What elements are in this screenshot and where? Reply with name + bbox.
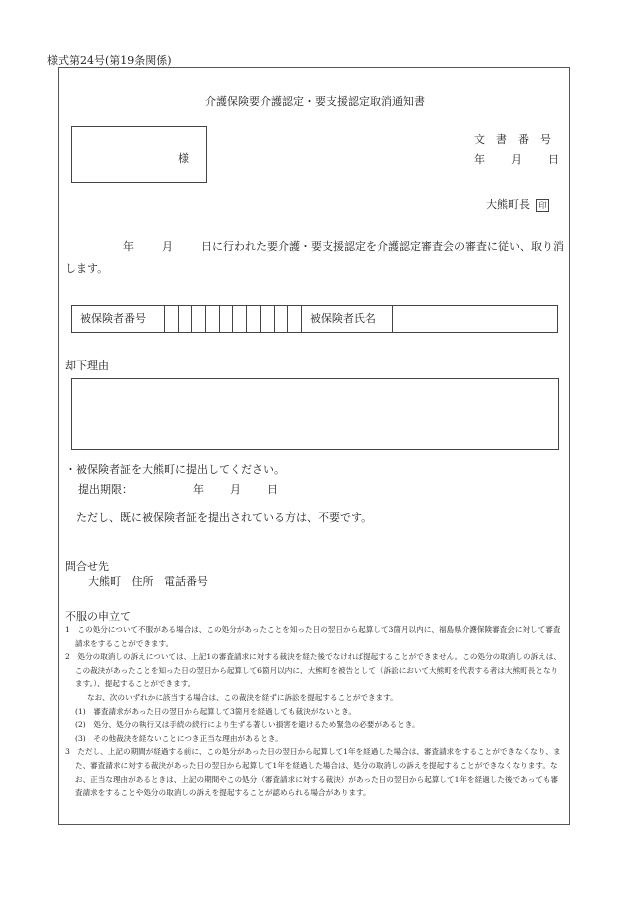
body-text <box>65 236 565 280</box>
insured-number-cell[interactable] <box>206 306 220 332</box>
body-sentence: 日に行われた要介護・要支援認定を介護認定審査会の審査に従い、取り消します。 <box>65 240 564 275</box>
insured-number-cell[interactable] <box>165 306 179 332</box>
appeal-item-3: 3 ただし、上記の期間が経過する前に、この処分があった日の翌日から起算して1年を経過した場合は、審査請求をすることができなくなり、また、審査請求に対する裁決があった日の翌日から起算して1年を経過した場合は、処分の取消しの訴えを提起することができなくなります。なお、正当な理由があるときは、上記の期間やこの処分（審査請求に対する裁決）があった日の翌日から起算して1年を経過した後であっても審査請求をすることや処分の取消しの訴えを提起することが認められる場合があります。 <box>65 747 561 798</box>
insured-number-cell[interactable] <box>233 306 247 332</box>
appeal-sub-2: (2) 処分、処分の執行又は手続の続行により生ずる著しい損害を避けるため緊急の必要があるとき。 <box>75 720 420 730</box>
insured-table <box>71 305 558 333</box>
body-month: 月 <box>162 240 173 253</box>
insured-name-cell[interactable] <box>393 306 557 332</box>
document-info <box>474 130 585 170</box>
appeal-item-2: 2 処分の取消しの訴えについては、上記1の審査請求に対する裁決を経た後でなければ提起することができません。この処分の取消しの訴えは、この裁決があったことを知った日の翌日から起算して6箇月以内に、大熊町を被告として（訴訟において大熊町を代表する者は大熊町長となります。）、提起することができます。 <box>65 652 561 689</box>
appeal-section <box>65 623 565 800</box>
insured-number-cell[interactable] <box>288 306 302 332</box>
body-year: 年 <box>123 240 134 253</box>
reason-heading: 却下理由 <box>65 359 109 372</box>
issuer <box>486 196 549 212</box>
insured-number-cell[interactable] <box>220 306 234 332</box>
deadline-label: 提出期限： <box>78 483 133 496</box>
contact-line <box>88 573 208 589</box>
form-number: 様式第24号(第19条関係) <box>47 54 172 67</box>
reason-box[interactable] <box>71 378 559 450</box>
appeal-sub-3: (3) その他裁決を経ないことにつき正当な理由があるとき。 <box>75 733 283 743</box>
deadline-day: 日 <box>267 483 278 496</box>
submission-notice: ・被保険者証を大熊町に提出してください。 <box>65 463 285 476</box>
contact-address-label: 住所 <box>131 575 154 588</box>
deadline-month: 月 <box>230 483 241 496</box>
submission-note: ただし、既に被保険者証を提出されている方は、不要です。 <box>76 511 373 524</box>
insured-number-cell[interactable] <box>192 306 206 332</box>
insured-number-label: 被保険者番号 <box>72 306 165 332</box>
contact-heading: 問合せ先 <box>65 560 109 573</box>
issuer-name: 大熊町長 <box>486 198 530 211</box>
document-date-label: 年月日 <box>474 153 585 166</box>
insured-number-cell[interactable] <box>261 306 275 332</box>
insured-number-cell[interactable] <box>179 306 193 332</box>
insured-number-cell[interactable] <box>275 306 289 332</box>
document-title: 介護保険要介護認定・要支援認定取消通知書 <box>205 95 425 108</box>
appeal-item-2-note: なお、次のいずれかに該当する場合は、この裁決を経ずに訴訟を提起することができます。 <box>87 692 398 702</box>
appeal-item-1: 1 この処分について不服がある場合は、この処分があったことを知った日の翌日から起算して3箇月以内に、福島県介護保険審査会に対して審査請求をすることができます。 <box>65 625 561 648</box>
contact-org: 大熊町 <box>88 575 121 588</box>
addressee-suffix: 様 <box>178 152 189 165</box>
submission-deadline <box>78 481 278 497</box>
appeal-heading: 不服の申立て <box>65 610 131 623</box>
appeal-sub-1: (1) 審査請求があった日の翌日から起算して3箇月を経過しても裁決がないとき。 <box>75 706 356 716</box>
deadline-year: 年 <box>193 483 204 496</box>
document-number-label: 文書番号 <box>474 133 562 146</box>
insured-number-cell[interactable] <box>247 306 261 332</box>
insured-name-label: 被保険者氏名 <box>302 306 393 332</box>
contact-phone-label: 電話番号 <box>164 575 208 588</box>
seal-mark: 印 <box>536 199 549 212</box>
